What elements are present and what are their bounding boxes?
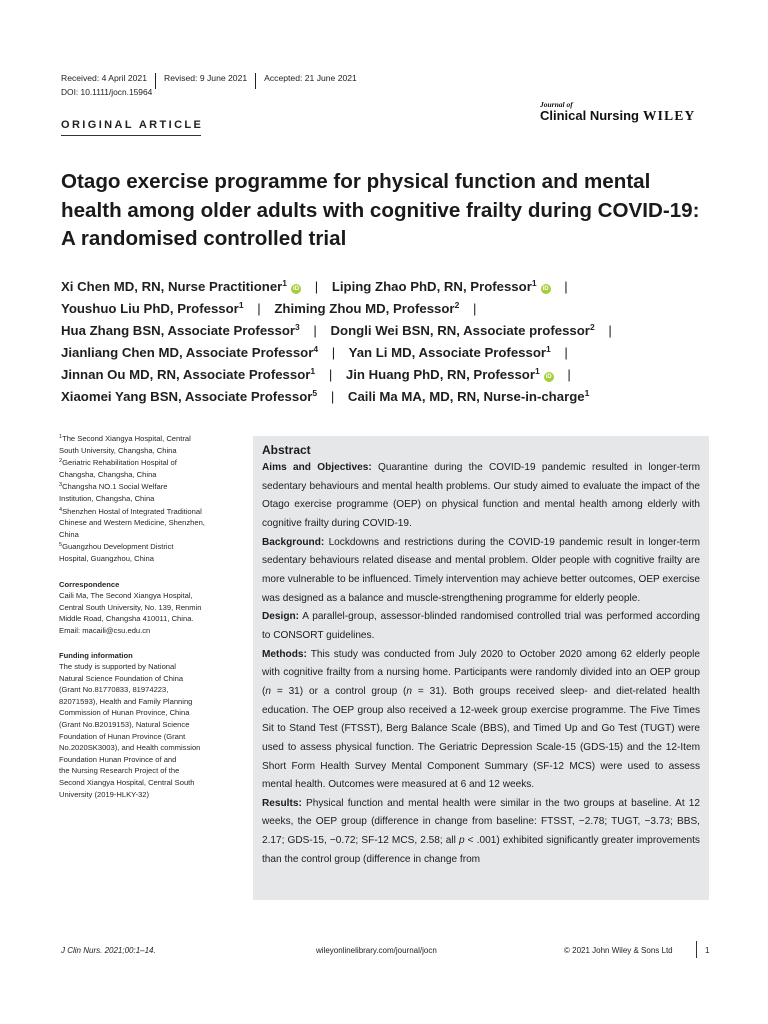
affiliation-number: 4 bbox=[59, 506, 63, 513]
orcid-icon[interactable]: iD bbox=[542, 286, 549, 292]
methods-n: n bbox=[406, 685, 413, 697]
results-p: p bbox=[458, 835, 465, 847]
correspondence-email[interactable]: Email: macaili@csu.edu.cn bbox=[59, 625, 151, 635]
author-name: Dongli Wei BSN, RN, Associate professor bbox=[330, 323, 590, 338]
funding-line: No.2020SK3003), and Health commission bbox=[59, 743, 201, 753]
methods-label: Methods: bbox=[262, 648, 307, 660]
author-name: Jin Huang PhD, RN, Professor bbox=[345, 367, 535, 382]
affiliation bbox=[59, 433, 237, 456]
affiliation-text: Shenzhen Hostal of Integrated Traditional bbox=[62, 506, 202, 516]
author-line bbox=[61, 320, 741, 342]
orcid-icon[interactable]: iD bbox=[293, 286, 300, 292]
article-title: Otago exercise programme for physical function and mental health among older adults with cognitive frailty during COVID-19: A randomised controlled trial bbox=[61, 170, 700, 250]
affiliation-marker: 2 bbox=[454, 300, 460, 310]
revised-date: Revised: 9 June 2021 bbox=[164, 73, 248, 83]
author-list bbox=[61, 276, 741, 408]
affiliation-marker: 1 bbox=[282, 278, 288, 288]
affiliation-marker: 1 bbox=[531, 278, 537, 288]
abstract-box bbox=[253, 436, 709, 900]
journal-logo bbox=[540, 100, 695, 125]
abstract-results bbox=[262, 795, 700, 870]
side-column bbox=[59, 433, 237, 800]
funding-text bbox=[59, 661, 237, 800]
author-separator: | bbox=[331, 345, 336, 360]
correspondence-heading: Correspondence bbox=[59, 579, 120, 589]
abstract-design bbox=[262, 608, 700, 645]
author-name: Xiaomei Yang BSN, Associate Professor bbox=[61, 389, 313, 404]
correspondence-text bbox=[59, 590, 237, 636]
author-separator: | bbox=[330, 389, 335, 404]
journal-of: Journal of bbox=[540, 100, 573, 109]
author-line bbox=[61, 298, 741, 320]
background-text: Lockdowns and restrictions during the COVID-19 pandemic result in longer-term sedentary behaviours related disease and mental problem. Older people with cognitive frailty are more vulnerable to be influenced. Timely intervention may achieve better outcomes, OEP exercise was designed as a balance and muscle-strengthening programme for elderly people. bbox=[262, 536, 700, 604]
funding-line: Second Xiangya Hospital, Central South bbox=[59, 778, 195, 788]
footer-citation: J Clin Nurs. 2021;00:1–14. bbox=[61, 946, 156, 955]
footer-copyright: © 2021 John Wiley & Sons Ltd bbox=[564, 946, 673, 955]
affiliation-number: 1 bbox=[59, 434, 63, 440]
results-text: < .001) exhibited significantly greater improvements than the control group (difference in change from bbox=[262, 835, 700, 865]
affiliation-marker: 1 bbox=[310, 366, 316, 376]
affiliation-text: Chinese and Western Medicine, Shenzhen, bbox=[59, 518, 205, 528]
author-separator: | bbox=[564, 279, 568, 294]
funding-line: (Grant No.B2019153), Natural Science bbox=[59, 720, 190, 730]
author-line bbox=[61, 364, 741, 386]
section-rule bbox=[61, 135, 201, 136]
date-divider bbox=[155, 73, 156, 89]
funding-line: Natural Science Foundation of China bbox=[59, 673, 184, 683]
author-name: Yan Li MD, Associate Professor bbox=[348, 345, 547, 360]
author-name: Liping Zhao PhD, RN, Professor bbox=[331, 279, 532, 294]
affiliation-text: Changsha NO.1 Social Welfare bbox=[62, 482, 168, 492]
author-separator: | bbox=[472, 301, 477, 316]
funding-line: Foundation of Hunan Province (Grant bbox=[59, 731, 186, 741]
affiliation-text: China bbox=[59, 529, 79, 539]
affiliation-marker: 4 bbox=[313, 344, 319, 354]
author-name: Zhiming Zhou MD, Professor bbox=[274, 301, 455, 316]
abstract-methods bbox=[262, 646, 700, 795]
orcid-icon[interactable]: iD bbox=[545, 374, 552, 380]
author-line bbox=[61, 386, 741, 408]
correspondence-line: Central South University, No. 139, Renmin bbox=[59, 602, 202, 612]
doi[interactable]: DOI: 10.1111/jocn.15964 bbox=[61, 87, 153, 97]
affiliation-text: Hospital, Guangzhou, China bbox=[59, 553, 154, 563]
author-separator: | bbox=[564, 345, 568, 360]
author-line bbox=[61, 276, 741, 298]
affiliation-number: 5 bbox=[59, 542, 63, 549]
affiliation bbox=[59, 506, 237, 541]
affiliation bbox=[59, 541, 237, 564]
date-divider bbox=[255, 73, 256, 89]
background-label: Background: bbox=[262, 536, 325, 548]
journal-name: Clinical Nursing bbox=[540, 108, 639, 123]
funding-line: The study is supported by National bbox=[59, 662, 176, 672]
author-name: Jinnan Ou MD, RN, Associate Professor bbox=[61, 367, 311, 382]
funding-line: Commission of Hunan Province, China bbox=[59, 708, 190, 718]
funding-line: University (2019-HLKY-32) bbox=[59, 789, 150, 799]
methods-text: = 31) or a control group ( bbox=[271, 685, 407, 697]
author-line bbox=[61, 342, 741, 364]
funding-line: 82071593), Health and Family Planning bbox=[59, 696, 193, 706]
funding-line: Foundation Hunan Province of and bbox=[59, 754, 177, 764]
abstract-background bbox=[262, 534, 700, 609]
funding-line: (Grant No.81770833, 81974223, bbox=[59, 685, 169, 695]
methods-text: This study was conducted from July 2020 to October 2020 among 62 elderly people with cognitive frailty from a nursing home. Participants were randomly divided into an OEP group ( bbox=[262, 648, 700, 697]
author-name: Jianliang Chen MD, Associate Professor bbox=[61, 345, 314, 360]
affiliation-marker: 3 bbox=[295, 322, 300, 332]
funding-line: the Nursing Research Project of the bbox=[59, 766, 180, 776]
author-name: Youshuo Liu PhD, Professor bbox=[61, 301, 239, 316]
affiliation-number: 2 bbox=[59, 458, 63, 465]
footer-divider bbox=[696, 941, 697, 958]
affiliation-marker: 1 bbox=[584, 388, 590, 398]
author-separator: | bbox=[328, 367, 333, 382]
affiliation bbox=[59, 481, 237, 504]
aims-label: Aims and Objectives: bbox=[262, 462, 372, 473]
affiliation-marker: 1 bbox=[238, 300, 244, 310]
funding-heading: Funding information bbox=[59, 650, 133, 660]
publisher-logo: WILEY bbox=[642, 108, 696, 123]
design-text: A parallel-group, assessor-blinded randomised controlled trial was performed according to CONSORT guidelines. bbox=[262, 611, 700, 641]
author-name: Xi Chen MD, RN, Nurse Practitioner bbox=[61, 279, 283, 294]
results-text: Physical function and mental health were similar in the two groups at baseline. At 12 weeks, the OEP group (difference in change from baseline: FTSST, −2.78; TUGT, −3.73; BBS, 2.17; GDS-15, −0.72; SF-12 MCS, 2.58; all bbox=[262, 797, 700, 847]
correspondence-line: Caili Ma, The Second Xiangya Hospital, bbox=[59, 591, 193, 601]
abstract-aims bbox=[262, 459, 700, 534]
affiliation-marker: 1 bbox=[546, 344, 551, 354]
author-name: Caili Ma MA, MD, RN, Nurse-in-charge bbox=[347, 389, 585, 404]
author-name: Hua Zhang BSN, Associate Professor bbox=[61, 323, 296, 338]
correspondence-line: Middle Road, Changsha 410011, China. bbox=[59, 614, 194, 624]
author-separator: | bbox=[567, 367, 571, 382]
author-separator: | bbox=[257, 301, 261, 316]
accepted-date: Accepted: 21 June 2021 bbox=[264, 73, 357, 83]
author-separator: | bbox=[314, 279, 319, 294]
article-dates bbox=[61, 70, 357, 86]
affiliation-marker: 2 bbox=[589, 322, 595, 332]
author-separator: | bbox=[608, 323, 612, 338]
affiliation-text: South University, Changsha, China bbox=[59, 445, 177, 455]
affiliation-text: Institution, Changsha, China bbox=[59, 493, 155, 503]
abstract-heading: Abstract bbox=[262, 443, 311, 457]
affiliation-marker: 1 bbox=[534, 366, 540, 376]
affiliation-number: 3 bbox=[59, 482, 63, 489]
affiliation-text: Geriatric Rehabilitation Hospital of bbox=[62, 458, 177, 468]
methods-n: n bbox=[265, 685, 271, 697]
affiliation-text: Changsha, Changsha, China bbox=[59, 469, 157, 479]
footer-url[interactable]: wileyonlinelibrary.com/journal/jocn bbox=[316, 946, 437, 955]
page-number: 1 bbox=[705, 946, 710, 955]
author-separator: | bbox=[313, 323, 317, 338]
aims-text: Quarantine during the COVID-19 pandemic resulted in longer-term sedentary behaviours and mental health problems. Our study aimed to evaluate the impact of the Otago exercise programme (OEP) on physical function and mental health among elderly with cognitive frailty during COVID-19. bbox=[262, 462, 700, 529]
received-date: Received: 4 April 2021 bbox=[61, 73, 147, 83]
affiliation-text: The Second Xiangya Hospital, Central bbox=[62, 434, 191, 443]
affiliation-text: Guangzhou Development District bbox=[62, 542, 174, 552]
design-label: Design: bbox=[262, 611, 300, 623]
results-label: Results: bbox=[262, 797, 302, 809]
methods-text: = 31). Both groups received sleep- and diet-related health education. The OEP group also received a 12-week group exercise programme. The Five Times Sit to Stand Test (FTSST), Berg Balance Scale (BBS), and Timed Up and Go Test (TUGT) were used to assess physical function. The Geriatric Depression Scale-15 (GDS-15) and the 12-Item Short Form Health Survey Mental Component Summary (SF-12 MCS) were used to assess mental health. Outcomes were measured at 6 and 12 weeks. bbox=[262, 685, 700, 791]
section-label: ORIGINAL ARTICLE bbox=[61, 119, 204, 131]
affiliation-marker: 5 bbox=[312, 388, 318, 398]
affiliation bbox=[59, 457, 237, 480]
